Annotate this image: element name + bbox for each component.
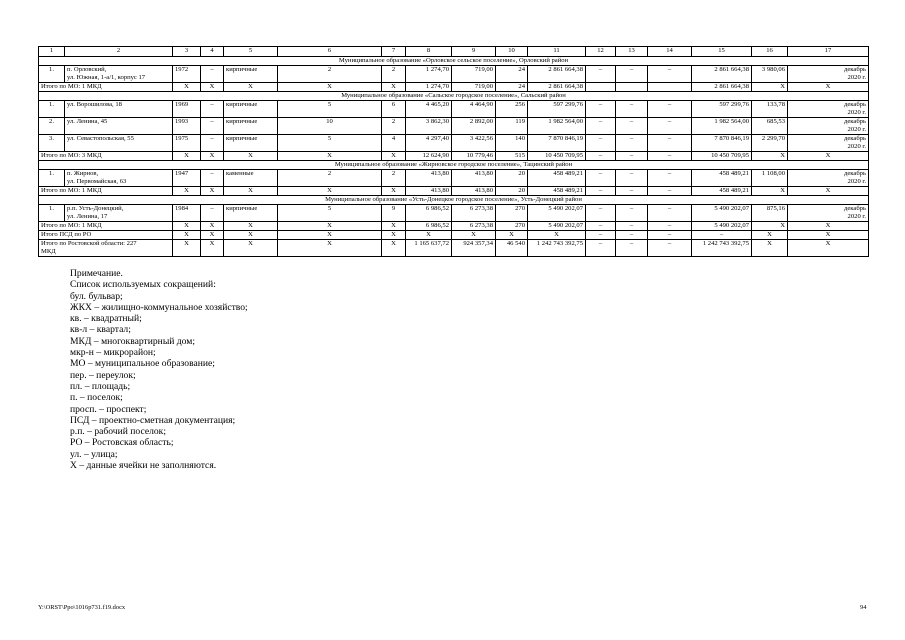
table-cell: – xyxy=(616,118,648,135)
table-cell: 924 357,34 xyxy=(452,240,496,257)
row-number: 2. xyxy=(39,118,65,135)
table-cell: 5 490 202,07 xyxy=(692,205,752,222)
table-cell: – xyxy=(616,231,648,240)
table-cell: – xyxy=(648,205,692,222)
table-cell: 1 982 564,00 xyxy=(692,118,752,135)
table-cell: 2 861 664,38 xyxy=(528,83,586,92)
abbreviation-item: X – данные ячейки не заполняются. xyxy=(70,460,217,472)
table-cell: X xyxy=(224,152,278,161)
table-cell: X xyxy=(173,231,201,240)
table-cell: X xyxy=(173,152,201,161)
table-cell: 119 xyxy=(496,118,528,135)
table-cell: 5 490 202,07 xyxy=(528,222,586,231)
address-cell xyxy=(65,205,173,222)
table-cell: 597 299,76 xyxy=(528,101,586,118)
table-cell: 1 165 637,72 xyxy=(406,240,452,257)
column-header: 8 xyxy=(406,47,452,57)
table-cell: 133,78 xyxy=(752,101,788,118)
table-cell: X xyxy=(382,240,406,257)
table-cell: 597 299,76 xyxy=(692,101,752,118)
deadline-year: 2020 г. xyxy=(847,213,866,220)
column-header: 7 xyxy=(382,47,406,57)
material-cell: кирпичные xyxy=(224,101,278,118)
table-cell: – xyxy=(616,66,648,83)
section-title: Муниципальное образование «Орловское сельское поселение», Орловский район xyxy=(39,57,869,66)
table-cell: X xyxy=(278,152,382,161)
table-cell: 5 490 202,07 xyxy=(528,205,586,222)
psd-total-label: Итого ПСД по РО xyxy=(39,231,173,240)
table-cell: 4 465,20 xyxy=(406,101,452,118)
table-cell: – xyxy=(616,222,648,231)
table-cell: X xyxy=(224,231,278,240)
table-cell: – xyxy=(586,118,616,135)
table-cell: – xyxy=(586,240,616,257)
table-cell: – xyxy=(586,152,616,161)
table-cell: 2 xyxy=(382,118,406,135)
table-cell: 24 xyxy=(496,83,528,92)
deadline-cell xyxy=(788,135,869,152)
table-cell: – xyxy=(648,170,692,187)
table-cell: – xyxy=(648,152,692,161)
table-cell: X xyxy=(201,187,224,196)
table-cell: X xyxy=(201,83,224,92)
deadline-year: 2020 г. xyxy=(847,178,866,185)
table-cell: – xyxy=(586,101,616,118)
abbreviation-item: РО – Ростовская область; xyxy=(70,437,174,449)
address-cell xyxy=(65,118,173,135)
table-cell: – xyxy=(648,187,692,196)
table-cell: 458 489,21 xyxy=(528,170,586,187)
table-cell: – xyxy=(616,240,648,257)
deadline-cell xyxy=(788,170,869,187)
table-cell: – xyxy=(201,205,224,222)
deadline-year: 2020 г. xyxy=(847,143,866,150)
column-header: 13 xyxy=(616,47,648,57)
table-cell: X xyxy=(788,222,869,231)
table-cell: 4 xyxy=(382,135,406,152)
table-cell: – xyxy=(201,118,224,135)
table-cell xyxy=(586,83,616,92)
grand-total-label-line: Итого по Ростовской области: 227 xyxy=(41,240,137,247)
deadline-month: декабрь xyxy=(844,66,866,73)
row-number: 1. xyxy=(39,66,65,83)
table-cell: – xyxy=(616,135,648,152)
table-cell: – xyxy=(586,231,616,240)
deadline-month: декабрь xyxy=(844,118,866,125)
notes-title: Примечание. xyxy=(70,268,123,279)
table-cell: X xyxy=(224,187,278,196)
address-line: ул. Ленина, 17 xyxy=(67,213,108,220)
subtotal-row xyxy=(39,187,869,196)
table-cell: X xyxy=(173,187,201,196)
table-cell: – xyxy=(648,222,692,231)
abbreviation-item: бул. бульвар; xyxy=(70,290,123,302)
table-cell: 10 450 709,95 xyxy=(692,152,752,161)
table-cell: 6 273,38 xyxy=(452,222,496,231)
table-cell: X xyxy=(788,187,869,196)
table-cell: 7 870 846,19 xyxy=(692,135,752,152)
table-cell: X xyxy=(382,83,406,92)
deadline-month: декабрь xyxy=(844,135,866,142)
subtotal-label: Итого по МО: 1 МКД xyxy=(39,83,173,92)
subtotal-label: Итого по МО: 1 МКД xyxy=(39,222,173,231)
subtotal-label: Итого по МО: 1 МКД xyxy=(39,187,173,196)
table-cell: – xyxy=(586,135,616,152)
table-cell: X xyxy=(201,240,224,257)
table-cell: 10 779,46 xyxy=(452,152,496,161)
table-cell: X xyxy=(382,231,406,240)
table-cell: 1 274,70 xyxy=(406,83,452,92)
table-cell: 24 xyxy=(496,66,528,83)
table-cell: 20 xyxy=(496,187,528,196)
material-cell: каменные xyxy=(224,170,278,187)
table-cell: X xyxy=(406,231,452,240)
table-cell: – xyxy=(616,152,648,161)
table-cell: – xyxy=(648,240,692,257)
table-cell: X xyxy=(788,83,869,92)
table-cell: X xyxy=(173,83,201,92)
section-title: Муниципальное образование «Сальское городское поселение», Сальский район xyxy=(39,92,869,101)
table-cell: 1 982 564,00 xyxy=(528,118,586,135)
deadline-cell xyxy=(788,66,869,83)
table-cell: – xyxy=(616,101,648,118)
column-header: 10 xyxy=(496,47,528,57)
grand-total-label-line: МКД xyxy=(41,248,56,255)
table-cell: X xyxy=(382,187,406,196)
deadline-year: 2020 г. xyxy=(847,126,866,133)
table-cell: X xyxy=(752,187,788,196)
grand-total-label xyxy=(39,240,173,257)
column-header: 3 xyxy=(173,47,201,57)
table-cell: 2 861 664,38 xyxy=(692,83,752,92)
table-row xyxy=(39,205,869,222)
table-cell: X xyxy=(752,152,788,161)
table-cell: – xyxy=(648,135,692,152)
row-number: 1. xyxy=(39,170,65,187)
table-cell: X xyxy=(752,222,788,231)
table-cell: X xyxy=(788,152,869,161)
header-row xyxy=(39,47,869,57)
address-cell xyxy=(65,170,173,187)
table-row xyxy=(39,118,869,135)
table-cell: 2 xyxy=(278,66,382,83)
address-cell xyxy=(65,66,173,83)
table-row xyxy=(39,170,869,187)
subtotal-label: Итого по МО: 3 МКД xyxy=(39,152,173,161)
column-header: 5 xyxy=(224,47,278,57)
abbreviation-item: р.п. – рабочий поселок; xyxy=(70,426,167,438)
table-row xyxy=(39,135,869,152)
abbreviation-item: ЖКХ – жилищно-коммунальное хозяйство; xyxy=(70,301,248,313)
table-cell: 5 xyxy=(278,101,382,118)
row-number: 1. xyxy=(39,205,65,222)
table-cell: 458 489,21 xyxy=(692,187,752,196)
year-cell: 1969 xyxy=(173,101,201,118)
psd-total-row xyxy=(39,231,869,240)
notes-section xyxy=(70,268,248,471)
section-title: Муниципальное образование «Жирновское городское поселение», Тацинский район xyxy=(39,161,869,170)
table-cell: – xyxy=(616,187,648,196)
grand-total-row xyxy=(39,240,869,257)
table-cell: X xyxy=(452,231,496,240)
table-cell: 685,53 xyxy=(752,118,788,135)
table-cell: 3 862,30 xyxy=(406,118,452,135)
table-cell: 270 xyxy=(496,205,528,222)
table-cell: X xyxy=(224,222,278,231)
table-cell: X xyxy=(752,240,788,257)
material-cell: кирпичные xyxy=(224,205,278,222)
abbreviation-item: ПСД – проектно-сметная документация; xyxy=(70,414,236,426)
table-cell: 256 xyxy=(496,101,528,118)
deadline-cell xyxy=(788,205,869,222)
address-cell xyxy=(65,101,173,118)
table-cell: X xyxy=(752,231,788,240)
abbreviation-item: п. – поселок; xyxy=(70,392,123,404)
table-cell: 719,00 xyxy=(452,83,496,92)
table-cell xyxy=(648,83,692,92)
table-cell: 413,80 xyxy=(406,170,452,187)
column-header: 15 xyxy=(692,47,752,57)
table-cell: 413,80 xyxy=(452,187,496,196)
subtotal-row xyxy=(39,222,869,231)
table-cell: 2 861 664,38 xyxy=(528,66,586,83)
section-title-row xyxy=(39,161,869,170)
table-cell: – xyxy=(201,135,224,152)
table-cell: 20 xyxy=(496,170,528,187)
column-header: 12 xyxy=(586,47,616,57)
address-line: п. Жирнов, xyxy=(67,170,99,177)
table-cell: 2 xyxy=(278,170,382,187)
row-number: 3. xyxy=(39,135,65,152)
table-cell: 413,80 xyxy=(406,187,452,196)
table-cell: 2 861 664,38 xyxy=(692,66,752,83)
table-cell: X xyxy=(382,152,406,161)
table-cell: – xyxy=(201,101,224,118)
table-cell: 2 299,70 xyxy=(752,135,788,152)
table-cell: 6 xyxy=(382,101,406,118)
abbreviation-item: мкр-н – микрорайон; xyxy=(70,347,156,359)
table-cell: 5 490 202,07 xyxy=(692,222,752,231)
abbreviation-item: МКД – многоквартирный дом; xyxy=(70,335,196,347)
address-line: ул. Ленина, 45 xyxy=(67,118,108,125)
table-cell: X xyxy=(173,222,201,231)
column-header: 2 xyxy=(65,47,173,57)
column-header: 6 xyxy=(278,47,382,57)
column-header: 16 xyxy=(752,47,788,57)
address-line: ул. Ворошилова, 18 xyxy=(67,101,122,108)
table-cell: 413,80 xyxy=(452,170,496,187)
table-cell: 270 xyxy=(496,222,528,231)
table-cell: 5 xyxy=(278,205,382,222)
year-cell: 1984 xyxy=(173,205,201,222)
table-cell: X xyxy=(224,240,278,257)
address-line: ул. Южная, 1-а/1, корпус 17 xyxy=(67,74,146,81)
table-cell: 719,00 xyxy=(452,66,496,83)
abbreviation-item: просп. – проспект; xyxy=(70,403,147,415)
year-cell: 1993 xyxy=(173,118,201,135)
table-cell: – xyxy=(616,205,648,222)
year-cell: 1947 xyxy=(173,170,201,187)
table-cell: 515 xyxy=(496,152,528,161)
abbreviation-item: кв-л – квартал; xyxy=(70,324,131,336)
table-row xyxy=(39,66,869,83)
deadline-month: декабрь xyxy=(844,101,866,108)
table-cell: 458 489,21 xyxy=(692,170,752,187)
table-cell: 1 108,00 xyxy=(752,170,788,187)
table-cell: X xyxy=(496,231,528,240)
table-cell: 4 297,40 xyxy=(406,135,452,152)
table-cell: – xyxy=(692,231,752,240)
row-number: 1. xyxy=(39,101,65,118)
table-cell: X xyxy=(382,222,406,231)
table-cell: 4 464,90 xyxy=(452,101,496,118)
table-cell: 1 242 743 392,75 xyxy=(528,240,586,257)
table-body xyxy=(39,47,869,257)
table-cell: – xyxy=(586,187,616,196)
abbreviation-item: пл. – площадь; xyxy=(70,380,131,392)
table-cell: X xyxy=(224,83,278,92)
table-cell: 2 892,00 xyxy=(452,118,496,135)
column-header: 4 xyxy=(201,47,224,57)
table-cell: X xyxy=(752,83,788,92)
deadline-cell xyxy=(788,101,869,118)
table-cell: 6 986,52 xyxy=(406,222,452,231)
table-cell: – xyxy=(586,170,616,187)
table-cell: X xyxy=(788,231,869,240)
table-cell: – xyxy=(586,66,616,83)
table-cell: 10 450 709,95 xyxy=(528,152,586,161)
table-cell: – xyxy=(201,170,224,187)
address-line: п. Орловский, xyxy=(67,66,107,73)
table-cell: X xyxy=(278,83,382,92)
year-cell: 1975 xyxy=(173,135,201,152)
table-cell: 1 242 743 392,75 xyxy=(692,240,752,257)
table-cell: X xyxy=(278,187,382,196)
table-cell: 46 540 xyxy=(496,240,528,257)
address-line: ул. Первомайская, 63 xyxy=(67,178,127,185)
table-cell: X xyxy=(201,152,224,161)
file-path: Y:\ORST\Ppo\1016p731.f19.docx xyxy=(38,604,126,611)
deadline-cell xyxy=(788,118,869,135)
data-table xyxy=(38,46,869,257)
page-number: 94 xyxy=(860,604,867,611)
table-cell: – xyxy=(648,118,692,135)
table-cell: – xyxy=(616,170,648,187)
year-cell: 1972 xyxy=(173,66,201,83)
table-cell: 3 980,06 xyxy=(752,66,788,83)
table-cell: X xyxy=(278,222,382,231)
deadline-month: декабрь xyxy=(844,170,866,177)
section-title-row xyxy=(39,57,869,66)
section-title: Муниципальное образование «Усть-Донецкое городское поселение», Усть-Донецкий район xyxy=(39,196,869,205)
table-cell: X xyxy=(788,240,869,257)
table-cell: 2 xyxy=(382,170,406,187)
column-header: 9 xyxy=(452,47,496,57)
table-cell: X xyxy=(528,231,586,240)
abbreviation-item: пер. – переулок; xyxy=(70,369,136,381)
table-cell: – xyxy=(586,222,616,231)
table-cell: 7 870 846,19 xyxy=(528,135,586,152)
table-cell: – xyxy=(648,66,692,83)
column-header: 14 xyxy=(648,47,692,57)
column-header: 17 xyxy=(788,47,869,57)
material-cell: кирпичные xyxy=(224,118,278,135)
table-cell: 1 274,70 xyxy=(406,66,452,83)
material-cell: кирпичные xyxy=(224,135,278,152)
address-line: ул. Севастопольская, 55 xyxy=(67,135,134,142)
section-title-row xyxy=(39,92,869,101)
table-cell: 6 273,38 xyxy=(452,205,496,222)
column-header: 1 xyxy=(39,47,65,57)
address-cell xyxy=(65,135,173,152)
table-cell: 3 422,56 xyxy=(452,135,496,152)
table-cell: 140 xyxy=(496,135,528,152)
table-cell: 12 624,90 xyxy=(406,152,452,161)
table-cell: – xyxy=(201,66,224,83)
table-cell xyxy=(616,83,648,92)
abbreviation-item: ул. – улица; xyxy=(70,448,118,460)
deadline-year: 2020 г. xyxy=(847,109,866,116)
table-cell: X xyxy=(278,231,382,240)
table-cell: X xyxy=(173,240,201,257)
abbreviation-list xyxy=(70,291,248,472)
material-cell: кирпичные xyxy=(224,66,278,83)
column-header: 11 xyxy=(528,47,586,57)
table-cell: X xyxy=(201,222,224,231)
table-row xyxy=(39,101,869,118)
table-cell: 9 xyxy=(382,205,406,222)
notes-intro: Список используемых сокращений: xyxy=(70,279,216,291)
table-cell: 458 489,21 xyxy=(528,187,586,196)
table-cell: 875,16 xyxy=(752,205,788,222)
table-cell: 6 986,52 xyxy=(406,205,452,222)
table-cell: X xyxy=(201,231,224,240)
table-cell: – xyxy=(648,231,692,240)
table-cell: 2 xyxy=(382,66,406,83)
address-line: р.п. Усть-Донецкий, xyxy=(67,205,124,212)
table-cell: – xyxy=(586,205,616,222)
abbreviation-item: МО – муниципальное образование; xyxy=(70,358,215,370)
subtotal-row xyxy=(39,83,869,92)
table-cell: – xyxy=(648,101,692,118)
table-cell: 5 xyxy=(278,135,382,152)
deadline-month: декабрь xyxy=(844,205,866,212)
abbreviation-item: кв. – квадратный; xyxy=(70,313,142,325)
table-cell: X xyxy=(278,240,382,257)
section-title-row xyxy=(39,196,869,205)
deadline-year: 2020 г. xyxy=(847,74,866,81)
subtotal-row xyxy=(39,152,869,161)
table-cell: 10 xyxy=(278,118,382,135)
